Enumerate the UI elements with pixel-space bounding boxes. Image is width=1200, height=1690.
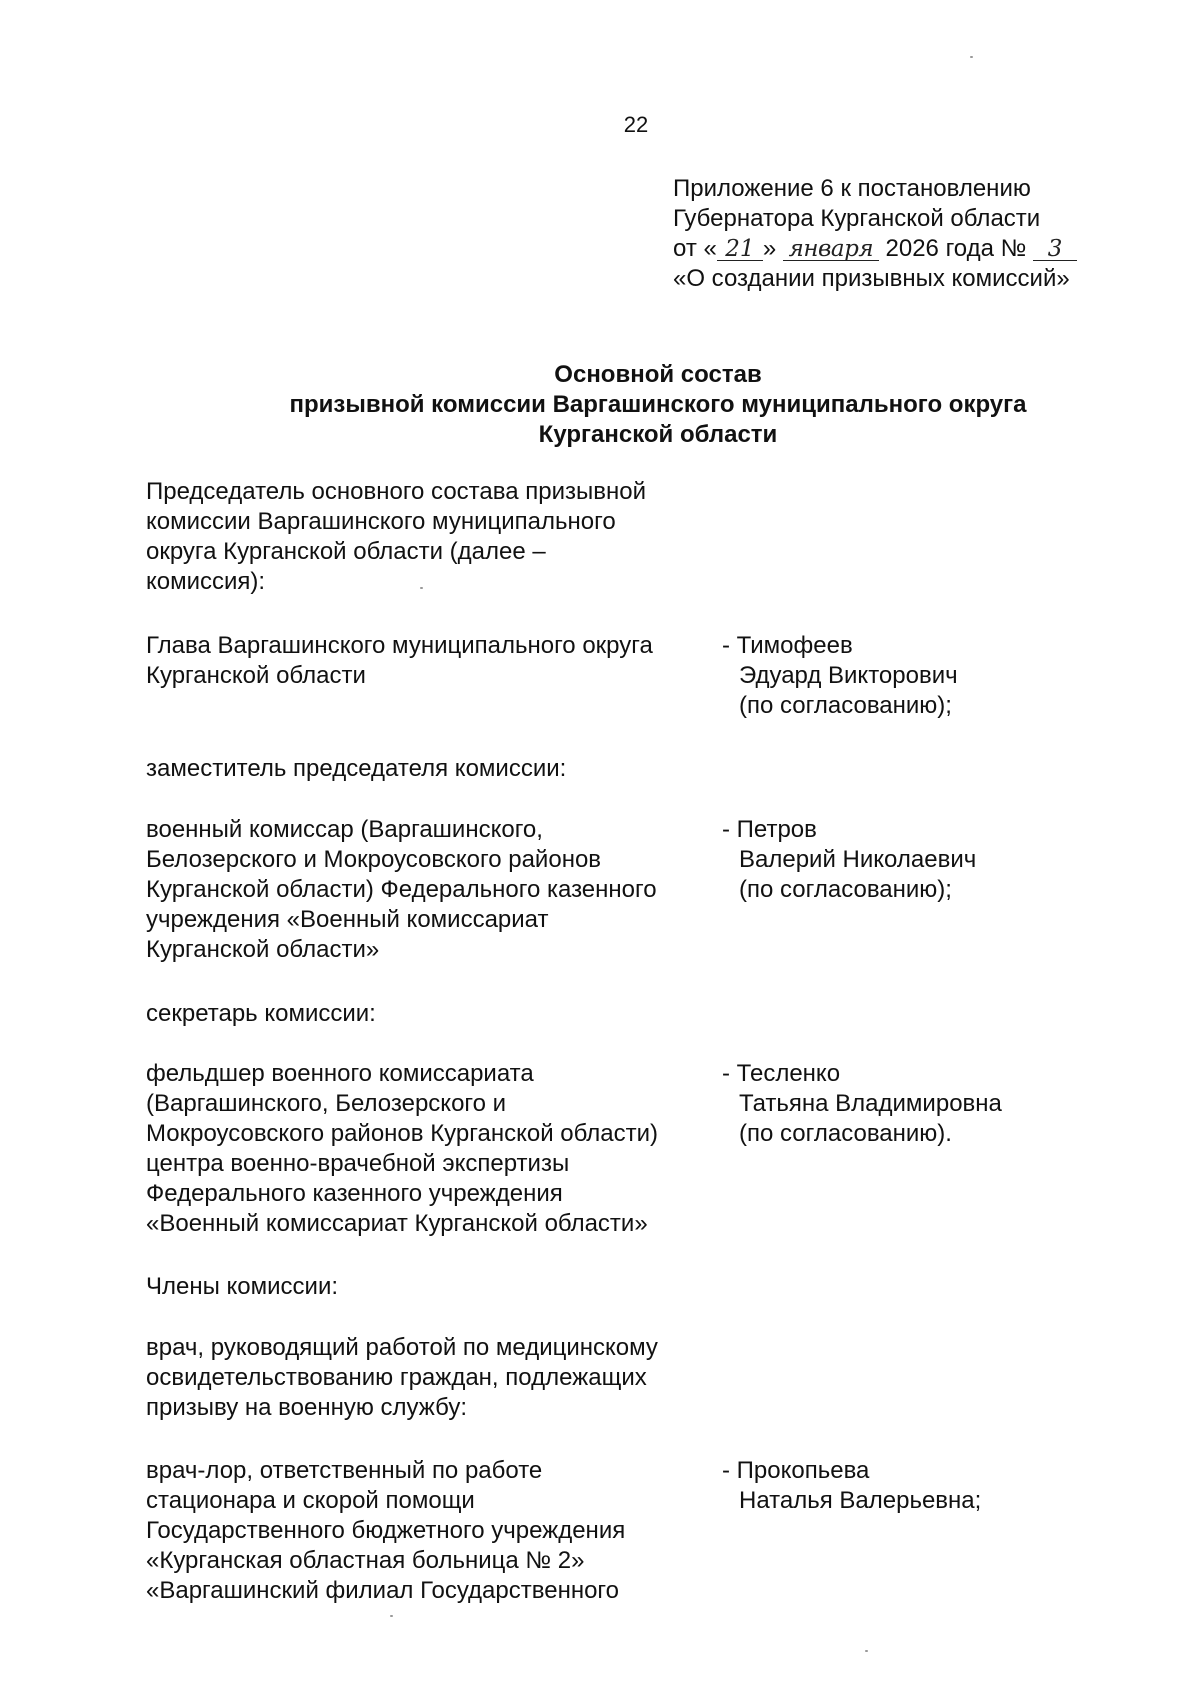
- deputy-person-note: (по согласованию);: [739, 876, 952, 903]
- deputy-role-line: Белозерского и Мокроусовского районов: [146, 846, 602, 873]
- doctor-heading-line: врач, руководящий работой по медицинскому: [146, 1334, 658, 1361]
- doctor-heading-line: призыву на военную службу:: [146, 1394, 467, 1421]
- doctor-role-line: стационара и скорой помощи: [146, 1487, 475, 1514]
- doctor-person: [722, 1456, 1162, 1516]
- deputy-role: [146, 815, 711, 965]
- deputy-role-line: учреждения «Военный комиссариат: [146, 906, 549, 933]
- members-heading: Члены комиссии:: [146, 1273, 339, 1300]
- deputy-role-line: военный комиссар (Варгашинского,: [146, 816, 543, 843]
- deputy-role-line: Курганской области) Федерального казенного: [146, 876, 657, 903]
- deputy-role-line: Курганской области»: [146, 936, 380, 963]
- appendix-line-1: Приложение 6 к постановлению: [673, 175, 1031, 202]
- page-number: 22: [623, 112, 649, 137]
- appendix-date-line: [673, 234, 1173, 264]
- secretary-role-line: фельдшер военного комиссариата: [146, 1060, 534, 1087]
- appendix-line-2: Губернатора Курганской области: [673, 205, 1041, 232]
- title-line-2: призывной комиссии Варгашинского муниципального округа: [289, 391, 1027, 418]
- chair-role: [146, 631, 711, 691]
- doctor-role-line: «Курганская областная больница № 2»: [146, 1547, 585, 1574]
- doctor-role-line: Государственного бюджетного учреждения: [146, 1517, 626, 1544]
- scan-speck: [970, 56, 973, 58]
- chair-heading: [146, 477, 646, 597]
- deputy-person-name: Валерий Николаевич: [739, 846, 977, 873]
- chair-heading-line: Председатель основного состава призывной: [146, 478, 647, 505]
- scan-speck: [390, 1615, 393, 1617]
- chair-person: [722, 631, 1162, 721]
- chair-person-name: - Тимофеев: [722, 632, 853, 659]
- secretary-role-line: Мокроусовского районов Курганской области): [146, 1120, 659, 1147]
- secretary-role-line: (Варгашинского, Белозерского и: [146, 1090, 507, 1117]
- chair-person-name: Эдуард Викторович: [739, 662, 958, 689]
- doctor-role: [146, 1456, 711, 1606]
- deputy-heading: заместитель председателя комиссии:: [146, 755, 567, 782]
- secretary-heading: секретарь комиссии:: [146, 1000, 376, 1027]
- secretary-role-line: «Военный комиссариат Курганской области»: [146, 1210, 648, 1237]
- chair-heading-line: комиссия):: [146, 568, 266, 595]
- date-prefix: от «: [673, 235, 717, 262]
- secretary-role: [146, 1059, 711, 1239]
- deputy-person-name: - Петров: [722, 816, 817, 843]
- title-line-1: Основной состав: [554, 361, 762, 388]
- handwritten-doc-number: 3: [1033, 238, 1077, 261]
- deputy-person: [722, 815, 1162, 905]
- doctor-role-line: врач-лор, ответственный по работе: [146, 1457, 543, 1484]
- scan-speck: [420, 587, 423, 589]
- doctor-person-name: - Прокопьева: [722, 1457, 870, 1484]
- title-line-3: Курганской области: [538, 421, 778, 448]
- secretary-person-name: - Тесленко: [722, 1060, 841, 1087]
- doctor-heading-line: освидетельствованию граждан, подлежащих: [146, 1364, 647, 1391]
- chair-heading-line: округа Курганской области (далее –: [146, 538, 546, 565]
- scan-speck: [865, 1650, 868, 1652]
- chair-role-line: Курганской области: [146, 662, 366, 689]
- secretary-person: [722, 1059, 1162, 1149]
- secretary-person-name: Татьяна Владимировна: [739, 1090, 1002, 1117]
- appendix-line-4: «О создании призывных комиссий»: [673, 265, 1070, 292]
- date-year: 2026 года №: [878, 235, 1034, 262]
- chair-heading-line: комиссии Варгашинского муниципального: [146, 508, 616, 535]
- secretary-role-line: Федерального казенного учреждения: [146, 1180, 563, 1207]
- handwritten-day: 21: [717, 238, 763, 261]
- secretary-person-note: (по согласованию).: [739, 1120, 952, 1147]
- doctor-person-name: Наталья Валерьевна;: [739, 1487, 982, 1514]
- chair-person-note: (по согласованию);: [739, 692, 952, 719]
- doctor-role-line: «Варгашинский филиал Государственного: [146, 1577, 619, 1604]
- secretary-role-line: центра военно-врачебной экспертизы: [146, 1150, 570, 1177]
- doctor-heading: [146, 1333, 658, 1423]
- chair-role-line: Глава Варгашинского муниципального округа: [146, 632, 653, 659]
- handwritten-month: января: [783, 238, 879, 261]
- date-mid: »: [762, 235, 783, 262]
- document-title: [0, 360, 1200, 450]
- appendix-header: [673, 174, 1173, 294]
